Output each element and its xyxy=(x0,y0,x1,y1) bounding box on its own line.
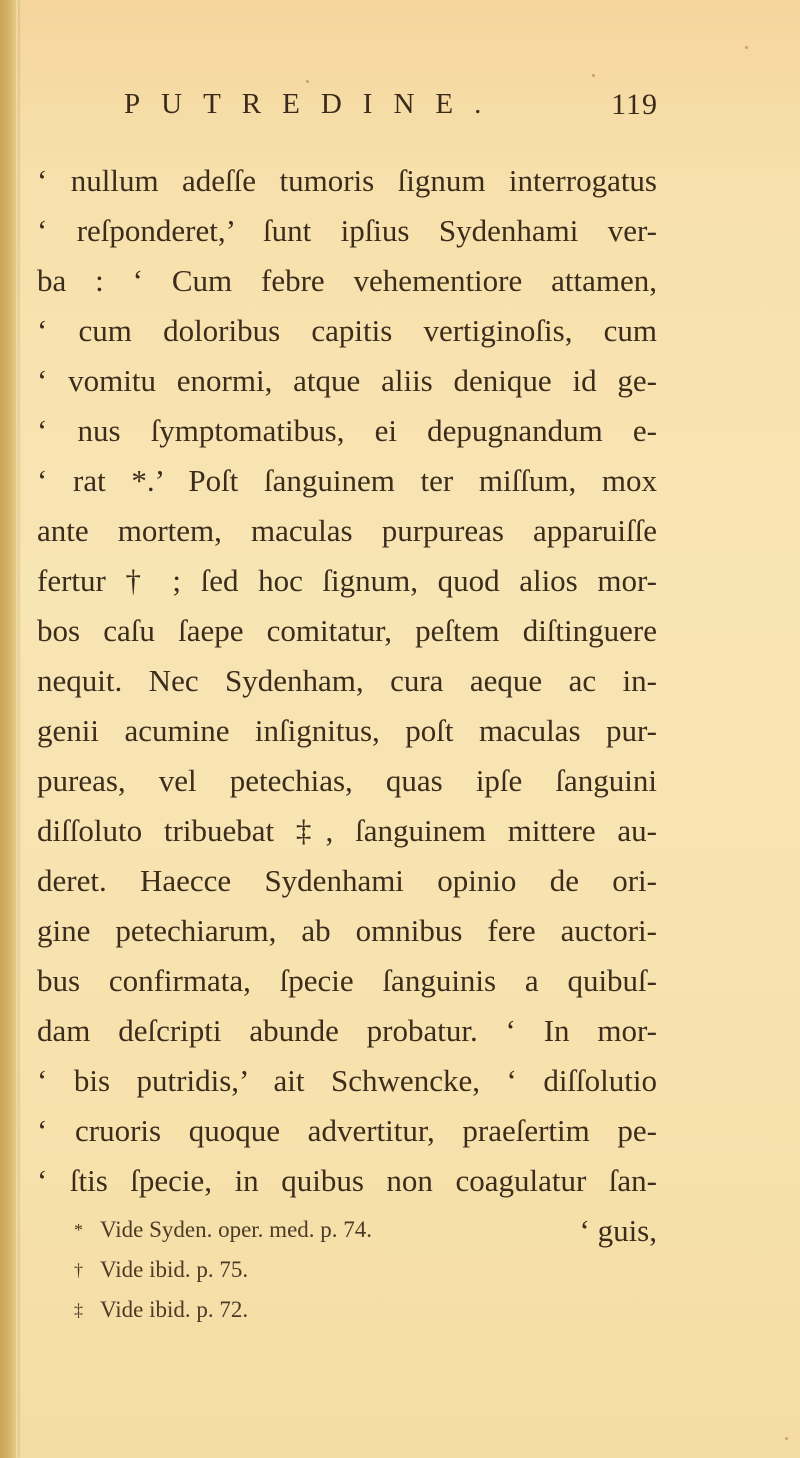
text-line: ‘ reſponderet,’ ſunt ipſius Sydenhami ver- xyxy=(37,213,657,248)
paper-speck xyxy=(592,74,595,77)
footnote xyxy=(74,1210,494,1250)
text-line: deret. Haecce Sydenhami opinio de ori- xyxy=(37,863,657,898)
footnote-text: Vide ibid. p. 72. xyxy=(100,1297,249,1322)
footnote-text: Vide Syden. oper. med. p. 74. xyxy=(100,1217,373,1242)
text-line: ‘ rat *.’ Poſt ſanguinem ter miſſum, mox xyxy=(37,463,657,498)
paper-speck xyxy=(745,46,748,49)
text-line: ba : ‘ Cum febre vehementiore attamen, xyxy=(37,263,657,298)
double-dagger-icon: ‡ xyxy=(74,1300,83,1320)
running-title: PUTREDINE. xyxy=(124,88,503,120)
text-line: ‘ vomitu enormi, atque aliis denique id ge- xyxy=(37,363,657,398)
text-line: ‘ cruoris quoque advertitur, praeſertim pe- xyxy=(37,1113,657,1148)
text-line: nequit. Nec Sydenham, cura aeque ac in- xyxy=(37,663,657,698)
text-line: fertur † ; ſed hoc ſignum, quod alios mor- xyxy=(37,563,657,598)
running-head xyxy=(124,88,658,128)
text-line: ante mortem, maculas purpureas apparuiſſe xyxy=(37,513,657,548)
body-text xyxy=(37,156,657,1256)
text-line: ‘ bis putridis,’ ait Schwencke, ‘ diſſolutio xyxy=(37,1063,657,1098)
text-line: ‘ cum doloribus capitis vertiginoſis, cum xyxy=(37,313,657,348)
text-line: bos caſu ſaepe comitatur, peſtem diſtinguere xyxy=(37,613,657,648)
text-line: ‘ nullum adeſſe tumoris ſignum interrogatus xyxy=(37,163,657,198)
asterisk-icon: * xyxy=(74,1220,83,1240)
text-line: dam deſcripti abunde probatur. ‘ In mor- xyxy=(37,1013,657,1048)
page-number: 119 xyxy=(611,88,658,121)
paper-speck xyxy=(785,1437,788,1440)
text-line: diſſoluto tribuebat ‡, ſanguinem mittere au- xyxy=(37,813,657,848)
paper-speck xyxy=(306,80,309,83)
footnote xyxy=(74,1250,494,1290)
catchword: ‘ guis, xyxy=(579,1213,657,1248)
text-line: genii acumine inſignitus, poſt maculas pur- xyxy=(37,713,657,748)
text-line: gine petechiarum, ab omnibus fere auctori- xyxy=(37,913,657,948)
dagger-icon: † xyxy=(74,1260,83,1280)
footnotes xyxy=(74,1210,494,1330)
text-line: ‘ nus ſymptomatibus, ei depugnandum e- xyxy=(37,413,657,448)
footnote-text: Vide ibid. p. 75. xyxy=(100,1257,249,1282)
text-line: pureas, vel petechias, quas ipſe ſanguini xyxy=(37,763,657,798)
text-line: bus confirmata, ſpecie ſanguinis a quibuſ- xyxy=(37,963,657,998)
text-line: ‘ ſtis ſpecie, in quibus non coagulatur ſan- xyxy=(37,1163,657,1198)
footnote xyxy=(74,1290,494,1330)
